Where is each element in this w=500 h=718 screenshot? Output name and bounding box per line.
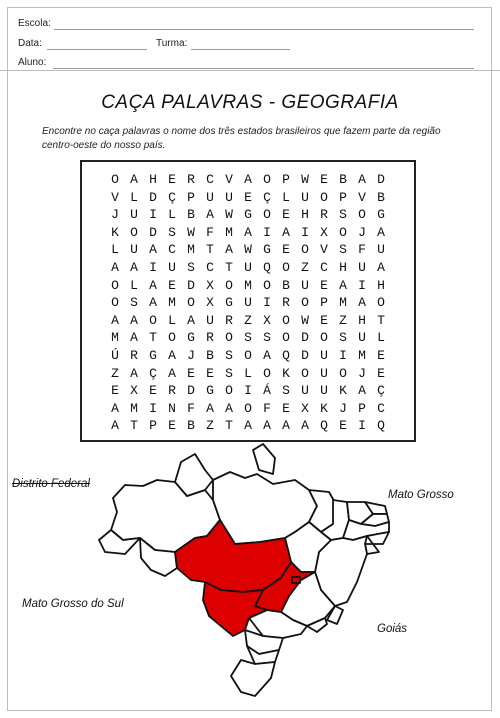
grid-cell[interactable]: C bbox=[206, 259, 214, 275]
grid-cell[interactable]: D bbox=[187, 277, 195, 293]
grid-cell[interactable]: B bbox=[187, 207, 195, 223]
grid-cell[interactable]: S bbox=[225, 365, 233, 381]
grid-cell[interactable]: E bbox=[168, 172, 176, 187]
turma-label: Turma: bbox=[156, 38, 188, 49]
grid-cell[interactable]: U bbox=[130, 207, 138, 223]
instructions: Encontre no caça palavras o nome dos três estados brasileiros que fazem parte da região centro-oeste do nosso país. bbox=[42, 126, 441, 151]
data-field[interactable] bbox=[47, 49, 147, 50]
grid-cell[interactable]: R bbox=[187, 172, 195, 187]
grid-row bbox=[82, 206, 414, 224]
grid-cell[interactable]: A bbox=[225, 242, 233, 258]
aluno-label: Aluno: bbox=[18, 57, 47, 68]
grid-cell[interactable]: M bbox=[358, 347, 366, 363]
grid-cell[interactable]: A bbox=[339, 277, 347, 293]
grid-cell[interactable]: A bbox=[206, 207, 214, 223]
grid-cell[interactable]: J bbox=[339, 400, 347, 416]
grid-cell[interactable]: I bbox=[149, 259, 157, 275]
grid-cell[interactable]: U bbox=[358, 259, 366, 275]
grid-cell[interactable]: Ç bbox=[168, 189, 176, 205]
grid-cell[interactable]: K bbox=[339, 383, 347, 399]
grid-cell[interactable]: E bbox=[339, 418, 347, 434]
grid-cell[interactable]: A bbox=[377, 259, 385, 275]
grid-row bbox=[82, 277, 414, 295]
grid-cell[interactable]: A bbox=[244, 418, 252, 434]
grid-cell[interactable]: D bbox=[301, 330, 309, 346]
grid-row bbox=[82, 294, 414, 312]
grid-row bbox=[82, 347, 414, 365]
grid-cell[interactable]: A bbox=[130, 172, 138, 187]
grid-cell[interactable]: L bbox=[130, 189, 138, 205]
grid-cell[interactable]: E bbox=[320, 172, 328, 187]
grid-cell[interactable]: O bbox=[320, 189, 328, 205]
grid-cell[interactable]: T bbox=[206, 242, 214, 258]
grid-cell[interactable]: O bbox=[339, 224, 347, 240]
grid-cell[interactable]: S bbox=[339, 242, 347, 258]
grid-cell[interactable]: W bbox=[187, 224, 195, 240]
grid-cell[interactable]: I bbox=[301, 224, 309, 240]
grid-cell[interactable]: O bbox=[320, 330, 328, 346]
grid-cell[interactable]: T bbox=[377, 312, 385, 328]
grid-cell[interactable]: A bbox=[130, 330, 138, 346]
grid-cell[interactable]: Ç bbox=[377, 383, 385, 399]
grid-cell[interactable]: W bbox=[301, 312, 309, 328]
grid-cell[interactable]: A bbox=[244, 172, 252, 187]
grid-cell[interactable]: O bbox=[111, 277, 119, 293]
grid-cell[interactable]: E bbox=[282, 207, 290, 223]
grid-cell[interactable]: E bbox=[149, 383, 157, 399]
grid-cell[interactable]: L bbox=[130, 277, 138, 293]
grid-cell[interactable]: I bbox=[263, 224, 271, 240]
grid-cell[interactable]: F bbox=[358, 242, 366, 258]
grid-cell[interactable]: S bbox=[339, 207, 347, 223]
grid-cell[interactable]: R bbox=[206, 330, 214, 346]
grid-cell[interactable]: H bbox=[339, 259, 347, 275]
grid-cell[interactable]: U bbox=[320, 365, 328, 381]
grid-cell[interactable]: A bbox=[111, 259, 119, 275]
grid-cell[interactable]: I bbox=[358, 277, 366, 293]
grid-cell[interactable]: D bbox=[149, 189, 157, 205]
grid-cell[interactable]: Ú bbox=[111, 347, 119, 363]
grid-cell[interactable]: M bbox=[225, 224, 233, 240]
grid-cell[interactable]: P bbox=[187, 189, 195, 205]
grid-cell[interactable]: W bbox=[244, 242, 252, 258]
grid-cell[interactable]: C bbox=[320, 259, 328, 275]
escola-label: Escola: bbox=[18, 18, 51, 29]
grid-cell[interactable]: V bbox=[320, 242, 328, 258]
grid-cell[interactable]: A bbox=[130, 365, 138, 381]
grid-cell[interactable]: X bbox=[263, 312, 271, 328]
grid-cell[interactable]: A bbox=[149, 242, 157, 258]
grid-cell[interactable]: U bbox=[358, 330, 366, 346]
grid-cell[interactable]: V bbox=[111, 189, 119, 205]
grid-cell[interactable]: T bbox=[130, 418, 138, 434]
grid-cell[interactable]: G bbox=[206, 383, 214, 399]
grid-cell[interactable]: O bbox=[339, 365, 347, 381]
grid-cell[interactable]: A bbox=[358, 295, 366, 311]
grid-cell[interactable]: K bbox=[282, 365, 290, 381]
grid-cell[interactable]: O bbox=[263, 277, 271, 293]
grid-cell[interactable]: I bbox=[149, 400, 157, 416]
grid-cell[interactable]: Ç bbox=[263, 189, 271, 205]
grid-cell[interactable]: S bbox=[187, 259, 195, 275]
grid-cell[interactable]: D bbox=[377, 172, 385, 187]
grid-cell[interactable]: A bbox=[263, 347, 271, 363]
grid-cell[interactable]: H bbox=[301, 207, 309, 223]
page-title: CAÇA PALAVRAS - GEOGRAFIA bbox=[101, 92, 399, 113]
grid-cell[interactable]: J bbox=[111, 207, 119, 223]
turma-field[interactable] bbox=[191, 49, 290, 50]
grid-cell[interactable]: X bbox=[130, 383, 138, 399]
grid-cell[interactable]: M bbox=[339, 295, 347, 311]
grid-cell[interactable]: U bbox=[206, 312, 214, 328]
grid-cell[interactable]: B bbox=[282, 277, 290, 293]
grid-cell[interactable]: S bbox=[168, 224, 176, 240]
grid-cell[interactable]: E bbox=[320, 312, 328, 328]
grid-cell[interactable]: E bbox=[206, 365, 214, 381]
grid-row bbox=[82, 400, 414, 418]
word-search-grid bbox=[80, 160, 416, 442]
data-label: Data: bbox=[18, 38, 42, 49]
grid-cell[interactable]: E bbox=[168, 418, 176, 434]
grid-cell[interactable]: F bbox=[206, 224, 214, 240]
grid-cell[interactable]: X bbox=[206, 277, 214, 293]
grid-cell[interactable]: O bbox=[263, 365, 271, 381]
grid-cell[interactable]: O bbox=[263, 207, 271, 223]
grid-cell[interactable]: S bbox=[282, 383, 290, 399]
grid-cell[interactable]: A bbox=[130, 259, 138, 275]
grid-cell[interactable]: J bbox=[187, 347, 195, 363]
grid-row bbox=[82, 365, 414, 383]
grid-cell[interactable]: G bbox=[149, 347, 157, 363]
grid-cell[interactable]: L bbox=[111, 242, 119, 258]
header-separator bbox=[0, 70, 500, 71]
grid-cell[interactable]: A bbox=[111, 312, 119, 328]
grid-cell[interactable]: U bbox=[225, 189, 233, 205]
grid-cell[interactable]: E bbox=[282, 242, 290, 258]
grid-cell[interactable]: Ç bbox=[149, 365, 157, 381]
grid-cell[interactable]: A bbox=[377, 224, 385, 240]
grid-cell[interactable]: O bbox=[130, 224, 138, 240]
word-distrito-federal: Distrito Federal bbox=[12, 478, 90, 490]
grid-cell[interactable]: A bbox=[130, 312, 138, 328]
grid-cell[interactable]: F bbox=[187, 400, 195, 416]
grid-cell[interactable]: W bbox=[301, 172, 309, 187]
grid-cell[interactable]: O bbox=[111, 172, 119, 187]
grid-cell[interactable]: O bbox=[263, 172, 271, 187]
grid-row bbox=[82, 189, 414, 207]
grid-row bbox=[82, 241, 414, 259]
grid-row bbox=[82, 329, 414, 347]
grid-cell[interactable]: X bbox=[301, 400, 309, 416]
grid-cell[interactable]: O bbox=[301, 295, 309, 311]
grid-cell[interactable]: O bbox=[301, 365, 309, 381]
grid-cell[interactable]: U bbox=[320, 347, 328, 363]
grid-cell[interactable]: A bbox=[263, 418, 271, 434]
grid-cell[interactable]: U bbox=[244, 295, 252, 311]
grid-cell[interactable]: O bbox=[149, 312, 157, 328]
grid-cell[interactable]: O bbox=[244, 347, 252, 363]
grid-cell[interactable]: J bbox=[358, 224, 366, 240]
grid-cell[interactable]: A bbox=[301, 418, 309, 434]
grid-cell[interactable]: E bbox=[282, 400, 290, 416]
grid-cell[interactable]: U bbox=[244, 259, 252, 275]
grid-cell[interactable]: I bbox=[263, 295, 271, 311]
grid-cell[interactable]: V bbox=[358, 189, 366, 205]
word-mato-grosso: Mato Grosso bbox=[388, 489, 454, 501]
map-distrito-federal bbox=[292, 577, 300, 583]
grid-cell[interactable]: H bbox=[358, 312, 366, 328]
grid-cell[interactable]: A bbox=[168, 347, 176, 363]
grid-cell[interactable]: O bbox=[244, 400, 252, 416]
grid-cell[interactable]: G bbox=[225, 295, 233, 311]
word-goias: Goiás bbox=[377, 623, 408, 635]
grid-cell[interactable]: E bbox=[320, 277, 328, 293]
grid-cell[interactable]: E bbox=[168, 277, 176, 293]
grid-cell[interactable]: A bbox=[225, 400, 233, 416]
grid-cell[interactable]: V bbox=[225, 172, 233, 187]
grid-cell[interactable]: S bbox=[225, 347, 233, 363]
grid-cell[interactable]: M bbox=[111, 330, 119, 346]
grid-cell[interactable]: S bbox=[244, 330, 252, 346]
escola-field[interactable] bbox=[54, 29, 474, 30]
grid-cell[interactable]: F bbox=[263, 400, 271, 416]
grid-cell[interactable]: E bbox=[377, 365, 385, 381]
grid-cell[interactable]: M bbox=[130, 400, 138, 416]
grid-cell[interactable]: H bbox=[149, 172, 157, 187]
grid-cell[interactable]: I bbox=[358, 418, 366, 434]
grid-cell[interactable]: U bbox=[320, 383, 328, 399]
grid-cell[interactable]: L bbox=[168, 312, 176, 328]
grid-cell[interactable]: Z bbox=[244, 312, 252, 328]
grid-cell[interactable]: E bbox=[187, 365, 195, 381]
grid-cell[interactable]: Á bbox=[263, 383, 271, 399]
grid-cell[interactable]: A bbox=[282, 224, 290, 240]
grid-cell[interactable]: Z bbox=[339, 312, 347, 328]
grid-cell[interactable]: P bbox=[358, 400, 366, 416]
grid-row bbox=[82, 312, 414, 330]
grid-cell[interactable]: O bbox=[225, 330, 233, 346]
grid-row bbox=[82, 382, 414, 400]
grid-cell[interactable]: A bbox=[111, 418, 119, 434]
grid-cell[interactable]: K bbox=[111, 224, 119, 240]
grid-cell[interactable]: T bbox=[225, 259, 233, 275]
grid-cell[interactable]: B bbox=[339, 172, 347, 187]
grid-cell[interactable]: A bbox=[187, 312, 195, 328]
grid-cell[interactable]: D bbox=[149, 224, 157, 240]
grid-cell[interactable]: P bbox=[320, 295, 328, 311]
grid-cell[interactable]: O bbox=[282, 312, 290, 328]
grid-cell[interactable]: O bbox=[282, 330, 290, 346]
grid-cell[interactable]: Q bbox=[320, 418, 328, 434]
grid-cell[interactable]: O bbox=[358, 207, 366, 223]
grid-cell[interactable]: L bbox=[168, 207, 176, 223]
grid-cell[interactable]: C bbox=[206, 172, 214, 187]
map-state-rio-grande-do-sul bbox=[231, 660, 275, 696]
grid-cell[interactable]: M bbox=[187, 242, 195, 258]
grid-cell[interactable]: Z bbox=[206, 418, 214, 434]
grid-cell[interactable]: E bbox=[111, 383, 119, 399]
grid-cell[interactable]: A bbox=[149, 277, 157, 293]
grid-cell[interactable]: U bbox=[168, 259, 176, 275]
grid-cell[interactable]: G bbox=[263, 242, 271, 258]
grid-cell[interactable]: T bbox=[225, 418, 233, 434]
grid-cell[interactable]: W bbox=[225, 207, 233, 223]
grid-cell[interactable]: R bbox=[225, 312, 233, 328]
grid-cell[interactable]: E bbox=[244, 189, 252, 205]
grid-cell[interactable]: X bbox=[206, 295, 214, 311]
aluno-field[interactable] bbox=[53, 68, 474, 69]
grid-cell[interactable]: O bbox=[225, 277, 233, 293]
grid-cell[interactable]: O bbox=[377, 295, 385, 311]
grid-cell[interactable]: I bbox=[149, 207, 157, 223]
grid-cell[interactable]: Q bbox=[282, 347, 290, 363]
grid-cell[interactable]: A bbox=[358, 383, 366, 399]
grid-cell[interactable]: S bbox=[263, 330, 271, 346]
grid-cell[interactable]: E bbox=[377, 347, 385, 363]
map-state-roraima bbox=[175, 454, 213, 496]
grid-cell[interactable]: Q bbox=[377, 418, 385, 434]
grid-cell[interactable]: R bbox=[282, 295, 290, 311]
grid-row bbox=[82, 224, 414, 242]
grid-cell[interactable]: G bbox=[187, 330, 195, 346]
grid-cell[interactable]: P bbox=[339, 189, 347, 205]
grid-cell[interactable]: U bbox=[130, 242, 138, 258]
grid-cell[interactable]: O bbox=[225, 383, 233, 399]
grid-cell[interactable]: L bbox=[377, 330, 385, 346]
grid-cell[interactable]: I bbox=[244, 383, 252, 399]
grid-cell[interactable]: Z bbox=[301, 259, 309, 275]
grid-cell[interactable]: K bbox=[320, 400, 328, 416]
grid-cell[interactable]: R bbox=[130, 347, 138, 363]
grid-cell[interactable]: C bbox=[168, 242, 176, 258]
grid-cell[interactable]: I bbox=[339, 347, 347, 363]
grid-cell[interactable]: A bbox=[149, 295, 157, 311]
grid-cell[interactable]: U bbox=[301, 383, 309, 399]
grid-cell[interactable]: B bbox=[187, 418, 195, 434]
brazil-map bbox=[95, 440, 425, 705]
grid-cell[interactable]: U bbox=[377, 242, 385, 258]
grid-cell[interactable]: Q bbox=[263, 259, 271, 275]
grid-cell[interactable]: A bbox=[206, 400, 214, 416]
grid-cell[interactable]: A bbox=[111, 400, 119, 416]
grid-cell[interactable]: R bbox=[168, 383, 176, 399]
grid-cell[interactable]: O bbox=[282, 259, 290, 275]
grid-row bbox=[82, 259, 414, 277]
grid-cell[interactable]: D bbox=[187, 383, 195, 399]
grid-row bbox=[82, 171, 414, 189]
grid-cell[interactable]: J bbox=[358, 365, 366, 381]
grid-cell[interactable]: T bbox=[149, 330, 157, 346]
grid-cell[interactable]: A bbox=[168, 365, 176, 381]
word-mato-grosso-do-sul: Mato Grosso do Sul bbox=[22, 598, 124, 610]
grid-cell[interactable]: L bbox=[282, 189, 290, 205]
grid-cell[interactable]: G bbox=[377, 207, 385, 223]
grid-cell[interactable]: Z bbox=[111, 365, 119, 381]
grid-cell[interactable]: B bbox=[377, 189, 385, 205]
grid-cell[interactable]: U bbox=[301, 189, 309, 205]
grid-cell[interactable]: S bbox=[339, 330, 347, 346]
grid-cell[interactable]: X bbox=[320, 224, 328, 240]
grid-cell[interactable]: O bbox=[187, 295, 195, 311]
map-state-amapa bbox=[253, 444, 275, 474]
grid-cell[interactable]: L bbox=[244, 365, 252, 381]
grid-cell[interactable]: O bbox=[301, 242, 309, 258]
grid-cell[interactable]: D bbox=[301, 347, 309, 363]
grid-cell[interactable]: O bbox=[111, 295, 119, 311]
grid-cell[interactable]: S bbox=[130, 295, 138, 311]
grid-cell[interactable]: R bbox=[320, 207, 328, 223]
grid-cell[interactable]: A bbox=[282, 418, 290, 434]
grid-cell[interactable]: G bbox=[244, 207, 252, 223]
grid-cell[interactable]: P bbox=[149, 418, 157, 434]
grid-cell[interactable]: O bbox=[168, 330, 176, 346]
grid-cell[interactable]: M bbox=[168, 295, 176, 311]
grid-cell[interactable]: H bbox=[377, 277, 385, 293]
grid-cell[interactable]: P bbox=[282, 172, 290, 187]
grid-cell[interactable]: B bbox=[206, 347, 214, 363]
grid-row bbox=[82, 417, 414, 435]
grid-cell[interactable]: A bbox=[358, 172, 366, 187]
grid-cell[interactable]: M bbox=[244, 277, 252, 293]
grid-cell[interactable]: U bbox=[301, 277, 309, 293]
grid-cell[interactable]: C bbox=[377, 400, 385, 416]
grid-cell[interactable]: U bbox=[206, 189, 214, 205]
grid-cell[interactable]: N bbox=[168, 400, 176, 416]
grid-cell[interactable]: A bbox=[244, 224, 252, 240]
